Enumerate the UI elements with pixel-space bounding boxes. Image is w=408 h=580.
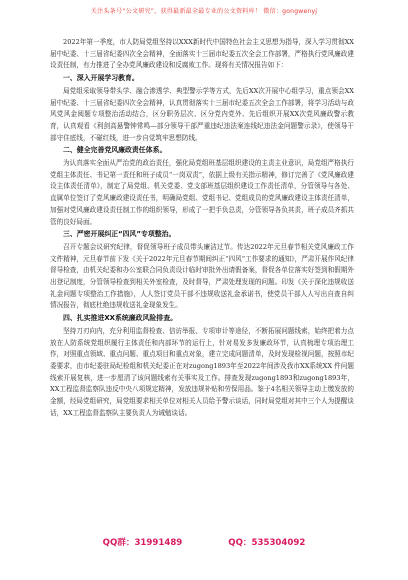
section-4-body: 坚持刀刃向内，充分利用监督检查、信访举报、专项审计等途径，不断拓展问题线索，始终把着力点放在人防系统党组织履行主体责任和内部环节的运行上，针对易发多发廉政环节，认真梳理专项治理工作，对照重点领域、重点问题、重点项目和重点对象，建立完成问题清单，及时发现检视问题，按照市纪委要求，由市纪委驻局纪检组和机关纪委正在对zugong1893年至2022年间涉及我市XX系统XX 件问题线索开展复核，进一步厘清了该问题线索有关事实及工作。排查发现zugong1893和zugong1893年，XX工程监督监察队违反中央八项规定精神，发放违规补贴和劳保用品。鉴于4名相关领导主动上缴发放的金额，经局党组研究，局党组要求相关单位对相关人员给予警示谈话，同时局党组对其中三个人为提醒谈话，XX工程监督监察队主要负责人为诫勉谈话。	[50, 326, 354, 417]
section-1-heading: 一、深入开展学习教育。	[63, 74, 139, 83]
qq-text: QQ：535304092	[228, 538, 306, 548]
document-page	[50, 37, 354, 537]
section-3-heading: 三、严密开展纠正“四风”专项整治。	[63, 230, 176, 239]
section-2-heading: 二、健全完善党风廉政责任体系。	[63, 146, 167, 155]
section-4-heading: 四、扎实推进XX系统廉政风险排查。	[63, 314, 177, 323]
top-banner: 关注头条号“公文研究”，获得最新最全最专业的公文资料库！ 微信：gongwenyj	[90, 7, 318, 15]
section-3-body: 召开专题会议研究纪律，督促领导班子成员带头廉洁过节。传达2022年元旦春节相关党风廉政工作文件精神，元旦春节前下发《关于2022年元旦春节期间纠正“四风”工作要求的通知》，严肃开展作风纪律督导检查，由机关纪委和办公室联合同负责设计临时审批外出请假备案，督促各单位落实好签到和假期外出登记制度，分管领导检查到相关外室检查，及时督导，严肃处理发现的问题。印发《关于深化违规收送礼金问题专项整治工作措施》，人人签订党员干部不违规收送礼金承诺书，使党员干部人人写出自查自纠情况报告，彻底杜绝违规收送礼金现象发生。	[50, 242, 354, 310]
section-1-body: 局党组采取领导带头学、融合渗透学、典型警示学等方式，先后XX次开展中心组学习，重点领会XX届中纪委、十三届省纪委四次全会精神，认真贯彻落实十三届市纪委五次全会工作部署，将学习活动与政风党风金阅题专项整治活动结合，区分职务层次、区分党内党外、先后组织开展XX次党风廉政警示教育，认真观看《利剑高悬警钟常鸣—部分领导干部严重违纪违法案连线纪违法金问题警示录》，使领导干部守住底线，不碰红线，进一步自觉筑牢思想防线。	[50, 86, 354, 142]
intro-paragraph: 2022年第一季度，市人防局党组坚持以XXX新时代中国特色社会主义思想为指导，深入学习贯彻XX届中纪委、十三届省纪委四次全会精神，全面落实十三届市纪委五次全会工作部署，严格执行党风廉政建设责任制，有力推进了全办党风廉政建设和反腐败工作。现将有关情况报告如下：	[50, 38, 354, 70]
footer-contacts	[0, 536, 408, 548]
qq-group-text: QQ群：31991489	[102, 538, 183, 548]
section-2-body: 为认真落实全面从严治党的政治责任，强化局党组班基层组织建设的主责主业意识，局党组严格执行党组主体责任、书记第一责任和班子成员“一岗双责”，依据上级有关指示精神，修订完善了《党风廉政建设主体责任清单》，制定了局党组、机关党委、党支部班基层组织建设工作责任清单，分管领导与各处、直属单位签订了党风廉政建设责任书，明确局党组、党组书记、党组成员的党风廉政建设主体责任清单，加强对党风廉政建设责任制工作的组织领导，形成了一把手负总责，分管领导各负其责，班子成员齐抓共管的良好局面。	[50, 159, 354, 226]
